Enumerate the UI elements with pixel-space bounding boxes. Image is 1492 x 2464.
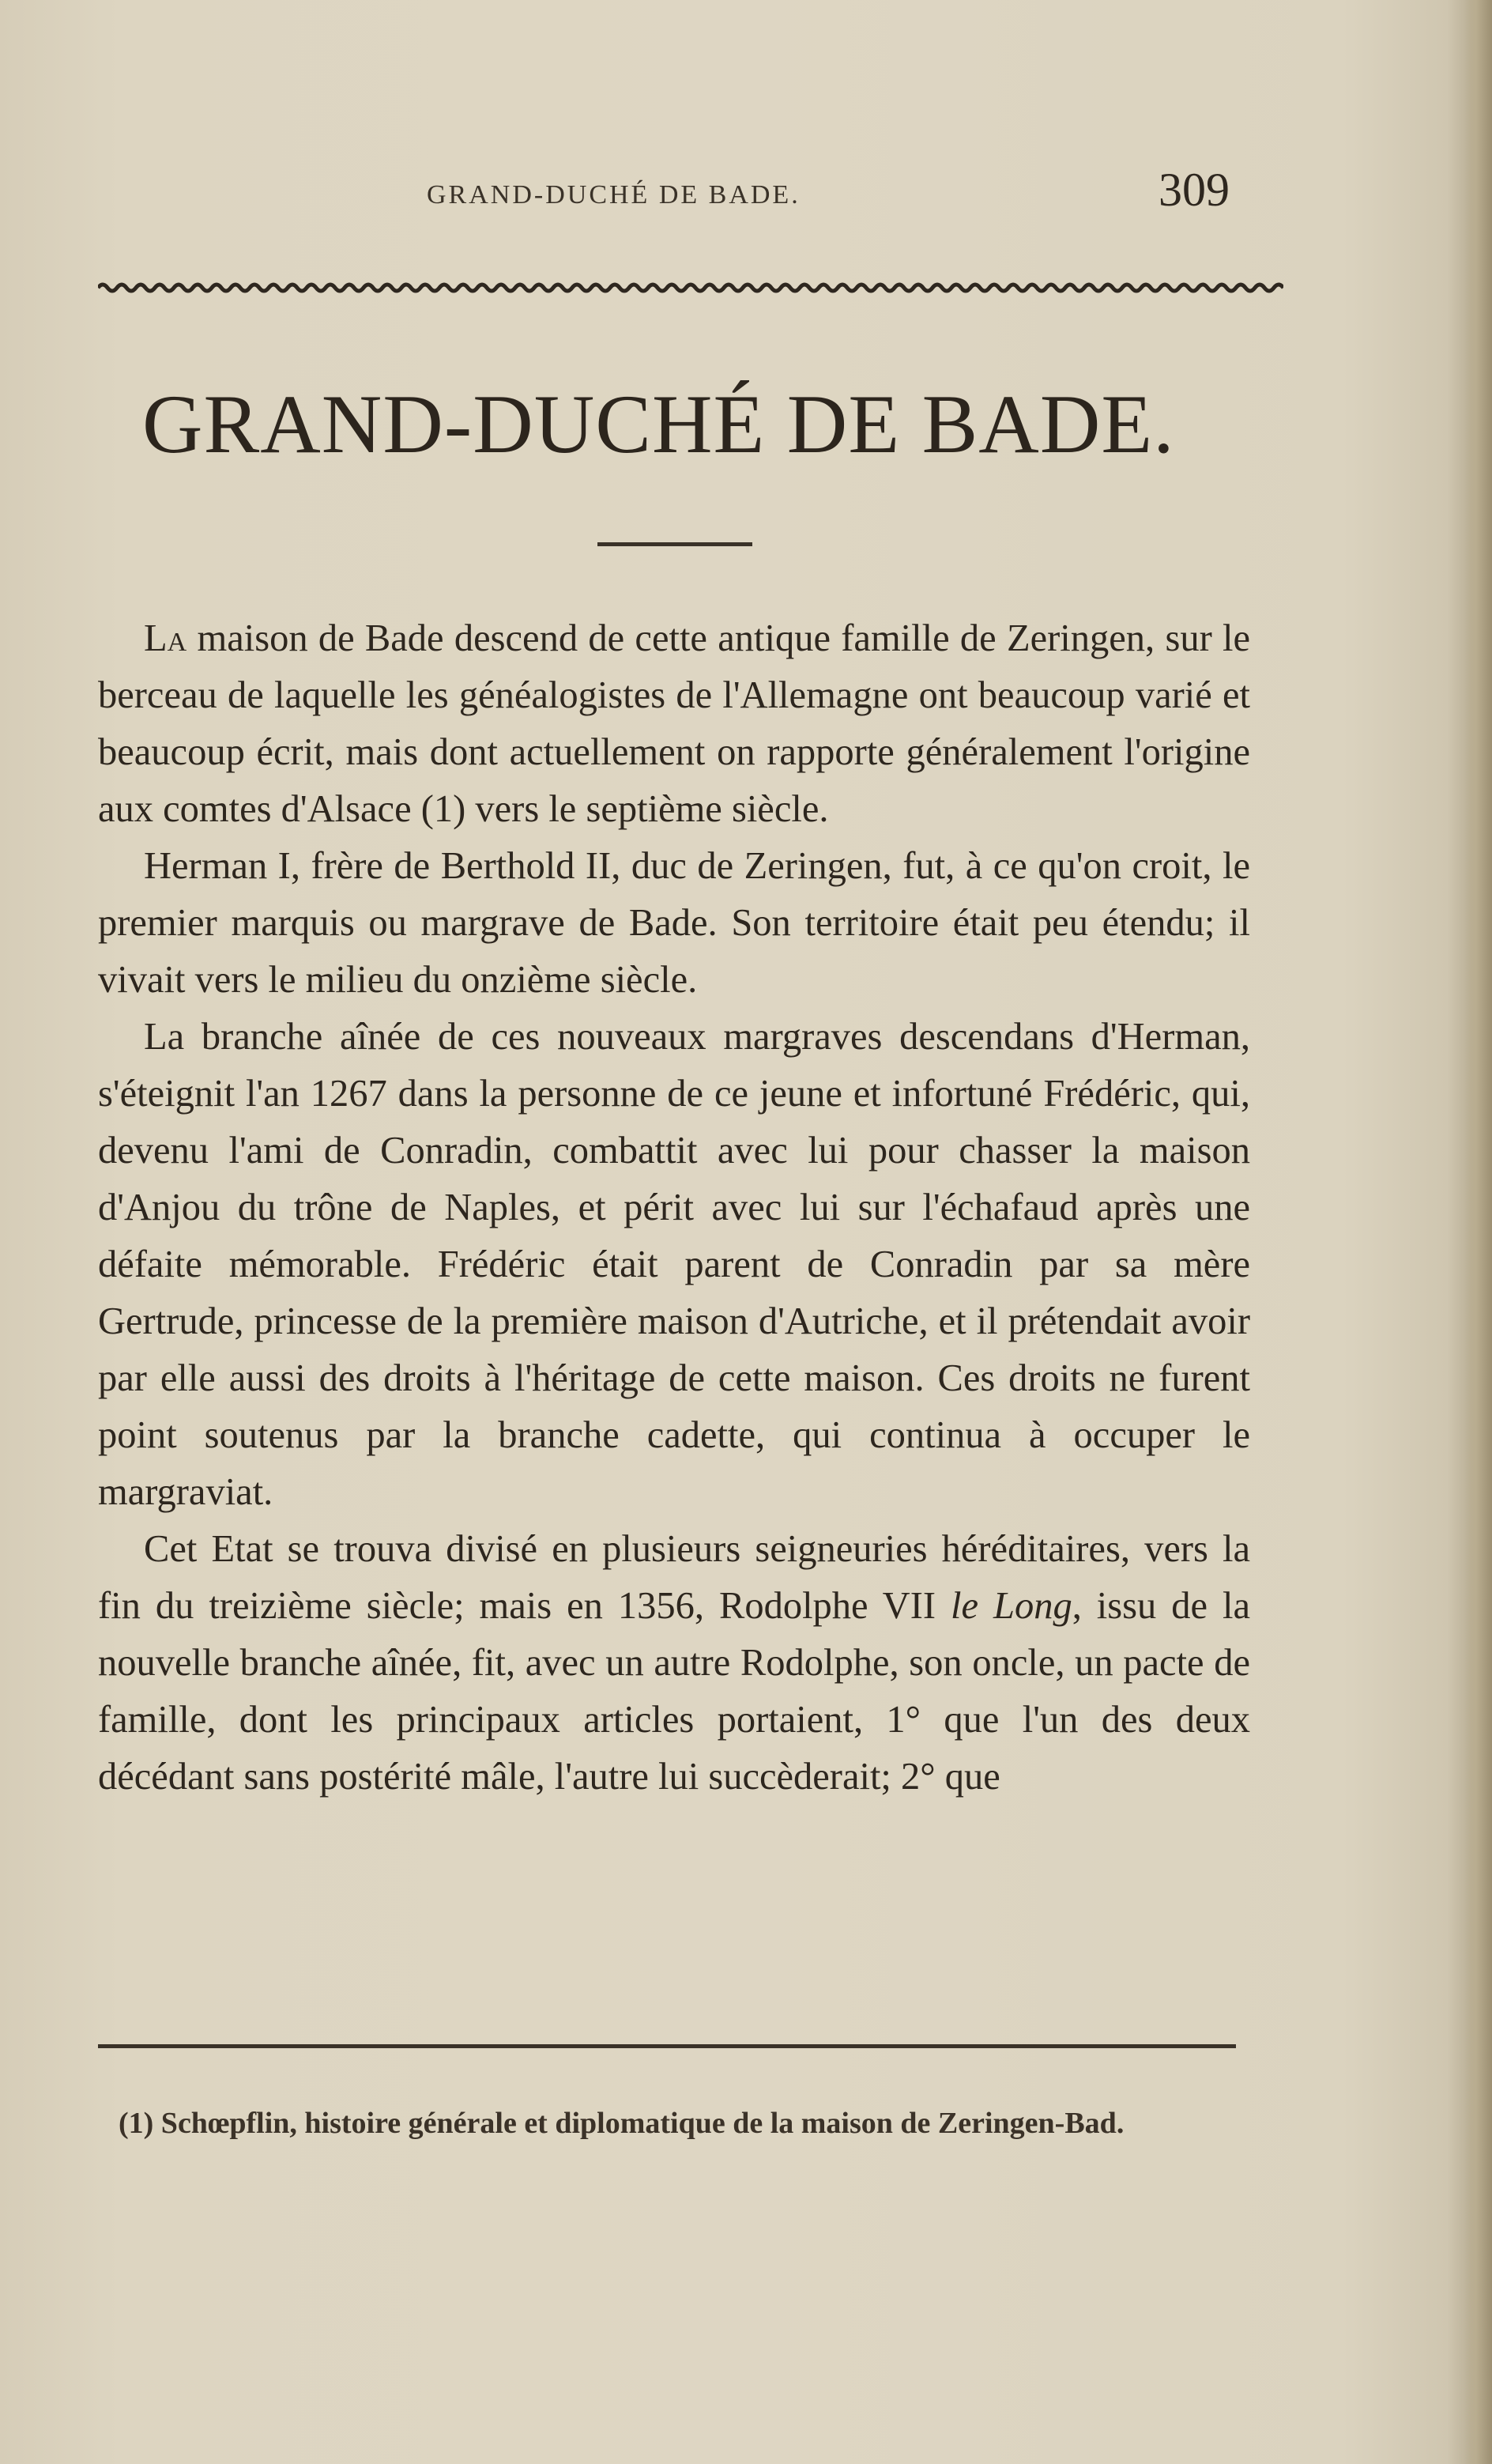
running-head: GRAND-DUCHÉ DE BADE. xyxy=(427,180,801,209)
wavy-ornament-rule xyxy=(98,278,1283,297)
paragraph-1-lead: La xyxy=(144,617,187,659)
paragraph-1 xyxy=(98,610,1250,838)
paragraph-2 xyxy=(98,838,1250,1009)
title-underline xyxy=(597,542,752,546)
footnote xyxy=(98,2100,1228,2147)
body-text xyxy=(98,610,1250,1806)
paragraph-3 xyxy=(98,1009,1250,1521)
paragraph-4-italic: le Long xyxy=(951,1585,1072,1627)
paragraph-3-text: La branche aînée de ces nouveaux margraves descendans d'Herman, s'éteignit l'an 1267 dans la personne de ce jeune et infortuné Frédéric, qui, devenu l'ami de Conradin, combattit avec lui pour chasser la maison d'Anjou du trône de Naples, et périt avec lui sur l'échafaud après une défaite mémorable. Frédéric était parent de Conradin par sa mère Gertrude, princesse de la première maison d'Autriche, et il prétendait avoir par elle aussi des droits à l'héritage de cette maison. Ces droits ne furent point soutenus par la branche cadette, qui continua à occuper le margraviat. xyxy=(98,1016,1250,1513)
paragraph-4 xyxy=(98,1521,1250,1806)
footnote-separator xyxy=(98,2044,1236,2048)
paragraph-4-text-a: Cet Etat se trouva divisé en plusieurs seigneuries héréditaires, vers la fin du treizième siècle; mais en 1356, Rodolphe VII xyxy=(98,1528,1250,1627)
paragraph-4-text-b: , issu de la nouvelle branche aînée, fit, avec un autre Rodolphe, son oncle, un pacte de famille, dont les principaux articles portaient, 1° que l'un des deux décédant sans postérité mâle, l'autre lui succèderait; 2° que xyxy=(98,1585,1251,1798)
footnote-text: (1) Schœpflin, histoire générale et diplomatique de la maison de Zeringen-Bad. xyxy=(119,2107,1125,2140)
chapter-title: GRAND-DUCHÉ DE BADE. xyxy=(142,378,1175,470)
paragraph-1-text: maison de Bade descend de cette antique famille de Zeringen, sur le berceau de laquelle les généalogistes de l'Allemagne ont beaucoup varié et beaucoup écrit, mais dont actuellement on rapporte généralement l'origine aux comtes d'Alsace (1) vers le septième siècle. xyxy=(98,617,1251,830)
page-number: 309 xyxy=(1159,164,1230,216)
page-edge-shadow xyxy=(1465,0,1492,2464)
paragraph-2-text: Herman I, frère de Berthold II, duc de Zeringen, fut, à ce qu'on croit, le premier marquis ou margrave de Bade. Son territoire était peu étendu; il vivait vers le milieu du onzième siècle. xyxy=(98,845,1250,1001)
